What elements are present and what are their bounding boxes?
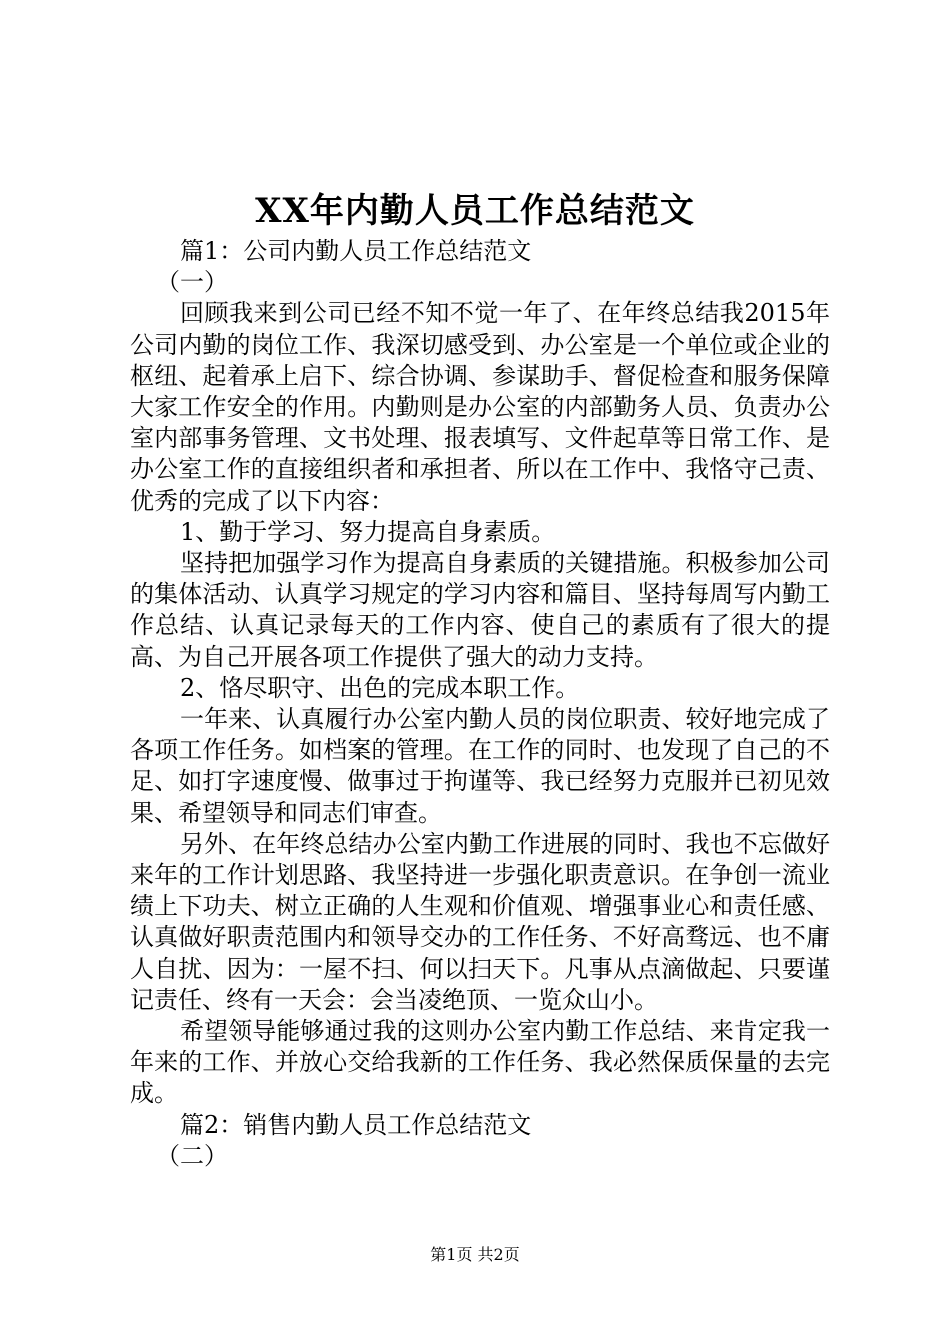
paragraph: 坚持把加强学习作为提高自身素质的关键措施。积极参加公司的集体活动、认真学习规定的学习内容和篇目、坚持每周写内勤工作总结、认真记录每天的工作内容、使自己的素质有了很大的提高、为自己开展各项工作提供了强大的动力支持。 bbox=[130, 549, 830, 671]
document-body bbox=[130, 236, 830, 1172]
subheading-2: （二） bbox=[156, 1141, 228, 1170]
subheading-1: （一） bbox=[156, 268, 228, 297]
paragraph: 另外、在年终总结办公室内勤工作进展的同时、我也不忘做好来年的工作计划思路、我坚持进一步强化职责意识。在争创一流业绩上下功夫、树立正确的人生观和价值观、增强事业心和责任感、认真做好职责范围内和领导交办的工作任务、不好高骛远、也不庸人自扰、因为：一屋不扫、何以扫天下。凡事从点滴做起、只要谨记责任、终有一天会：会当凌绝顶、一览众山小。 bbox=[130, 829, 830, 1014]
paragraph: 回顾我来到公司已经不知不觉一年了、在年终总结我2015年公司内勤的岗位工作、我深切感受到、办公室是一个单位或企业的枢纽、起着承上启下、综合协调、参谋助手、督促检查和服务保障大家工作安全的作用。内勤则是办公室的内部勤务人员、负责办公室内部事务管理、文书处理、报表填写、文件起草等日常工作、是办公室工作的直接组织者和承担者、所以在工作中、我恪守己责、优秀的完成了以下内容： bbox=[130, 299, 830, 515]
document-title: XX年内勤人员工作总结范文 bbox=[255, 191, 695, 231]
paragraph: 一年来、认真履行办公室内勤人员的岗位职责、较好地完成了各项工作任务。如档案的管理。在工作的同时、也发现了自己的不足、如打字速度慢、做事过于拘谨等、我已经努力克服并已初见效果、希望领导和同志们审查。 bbox=[130, 705, 830, 827]
paragraph: 希望领导能够通过我的这则办公室内勤工作总结、来肯定我一年来的工作、并放心交给我新的工作任务、我必然保质保量的去完成。 bbox=[130, 1017, 830, 1108]
list-heading-1: 1、勤于学习、努力提高自身素质。 bbox=[180, 517, 556, 546]
section-heading-1: 篇1：公司内勤人员工作总结范文 bbox=[180, 237, 532, 265]
list-heading-2: 2、恪尽职守、出色的完成本职工作。 bbox=[180, 673, 580, 702]
page-footer: 第1页 共2页 bbox=[430, 1245, 520, 1264]
section-heading-2: 篇2：销售内勤人员工作总结范文 bbox=[180, 1110, 532, 1139]
